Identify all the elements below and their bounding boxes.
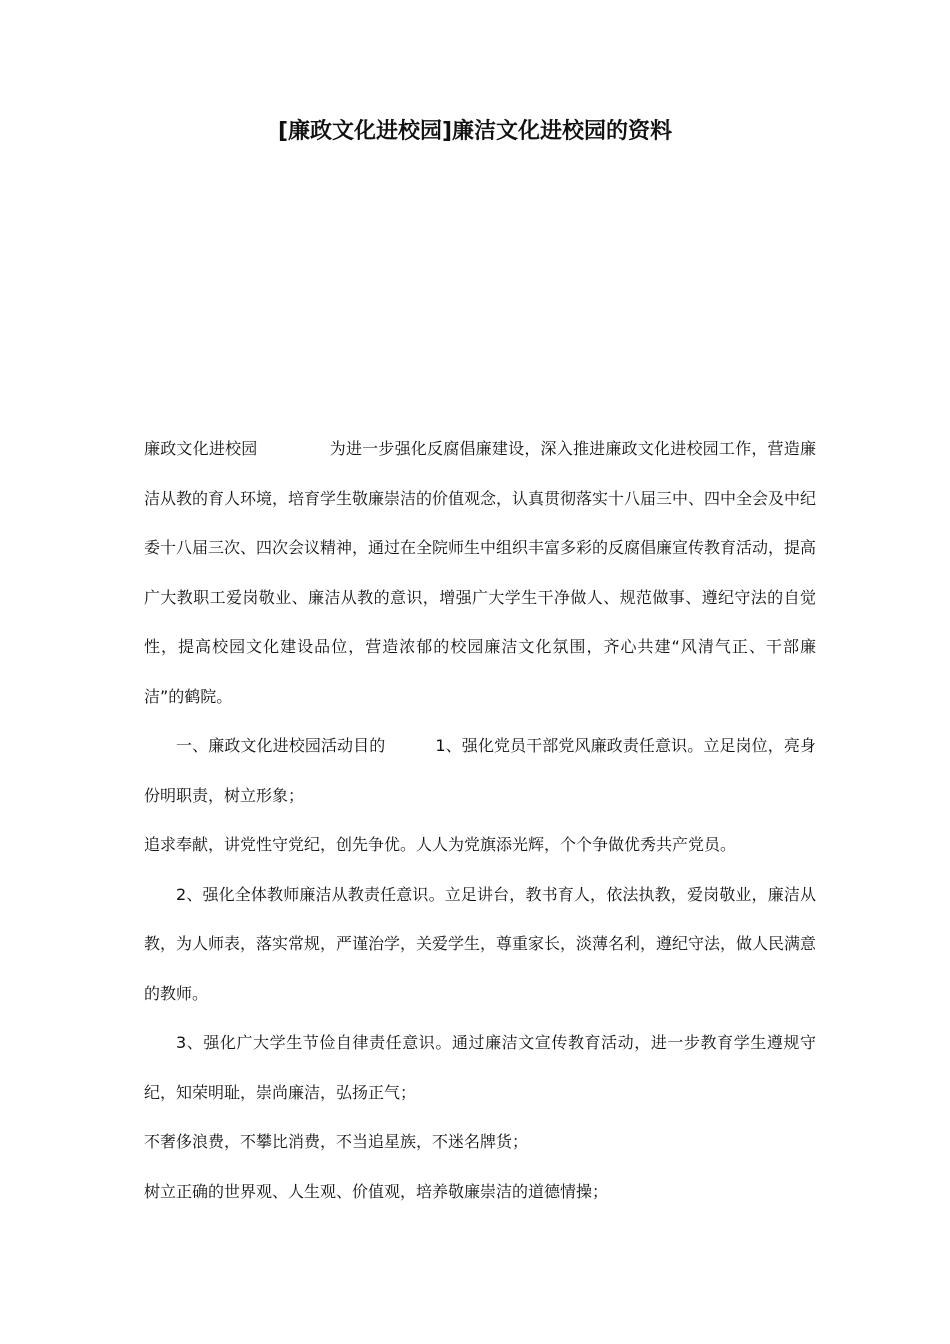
- item3-paragraph: 3、强化广大学生节俭自律责任意识。通过廉洁文宣传教育活动，进一步教育学生遵规守纪，知荣明耻，崇尚廉洁，弘扬正气；: [144, 1033, 816, 1102]
- document-title: [廉政文化进校园]廉洁文化进校园的资料: [277, 119, 673, 144]
- item3-line2: 不奢侈浪费，不攀比消费，不当追星族，不迷名牌货；: [144, 1132, 529, 1151]
- section-paragraph: [144, 721, 816, 820]
- document-body: [144, 424, 816, 1216]
- item3-line3: 树立正确的世界观、人生观、价值观，培养敬廉崇洁的道德情操；: [144, 1181, 609, 1201]
- item1-text: 1、强化党员干部党风廉政责任意识。立足岗位，亮身份明职责，树立形象；: [144, 736, 816, 805]
- section-heading: 一、廉政文化进校园活动目的: [176, 736, 386, 755]
- intro-text: 为进一步强化反腐倡廉建设，深入推进廉政文化进校园工作，营造廉洁从教的育人环境，培育学生敬廉崇洁的价值观念，认真贯彻落实十八届三中、四中全会及中纪委十八届三次、四次会议精神，通过在全院师生中组织丰富多彩的反腐倡廉宣传教育活动，提高广大教职工爱岗敬业、廉洁从教的意识，增强广大学生干净做人、规范做事、遵纪守法的自觉性，提高校园文化建设品位，营造浓郁的校园廉洁文化氛围，齐心共建“风清气正、干部廉洁”的鹤院。: [144, 439, 817, 706]
- intro-paragraph: [144, 424, 816, 721]
- item2-paragraph: 2、强化全体教师廉洁从教责任意识。立足讲台，教书育人，依法执教，爱岗敬业，廉洁从教，为人师表，落实常规，严谨治学，关爱学生，尊重家长，淡薄名利，遵纪守法，做人民满意的教师。: [144, 884, 817, 1003]
- item1-continuation: 追求奉献，讲党性守党纪，创先争优。人人为党旗添光辉，个个争做优秀共产党员。: [144, 835, 737, 854]
- intro-label: 廉政文化进校园: [144, 439, 258, 458]
